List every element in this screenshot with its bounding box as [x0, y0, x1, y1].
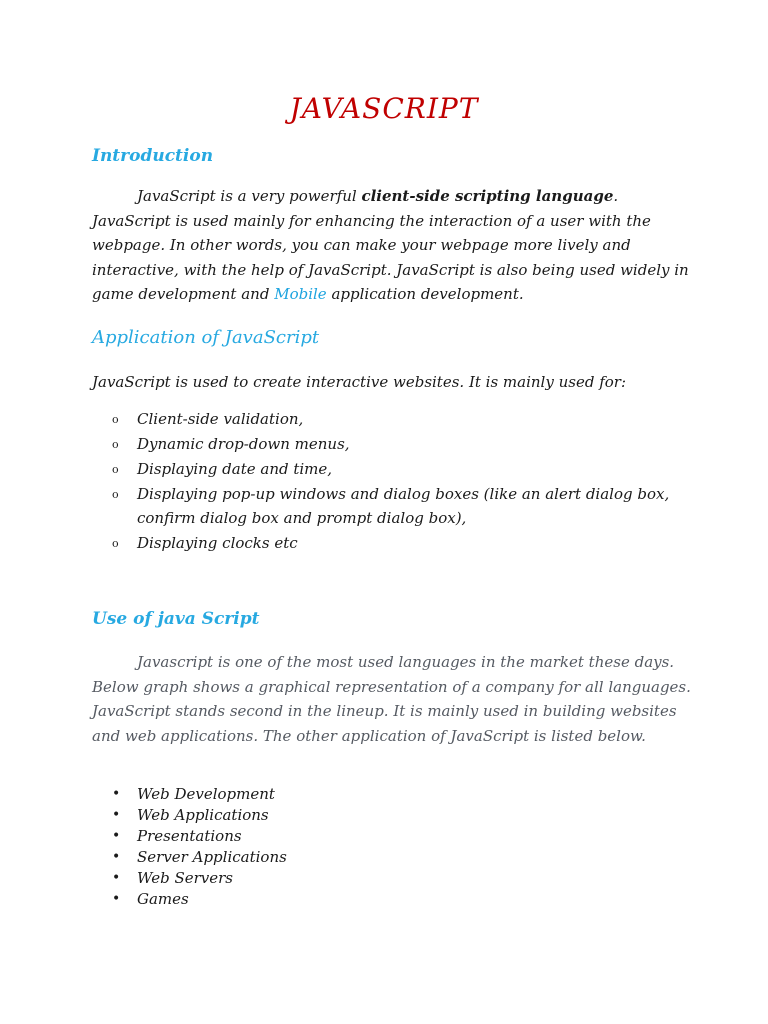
list-item-text: Presentations: [137, 827, 242, 845]
disc-bullet-icon: •: [112, 807, 121, 823]
list-item-text: Server Applications: [137, 848, 287, 866]
application-heading: Application of JavaScript: [92, 327, 320, 348]
list-item-text: Displaying pop-up windows and dialog boxes (like an alert dialog box, confirm dialog box and prompt dialog box),: [137, 485, 670, 527]
disc-bullet-icon: •: [112, 870, 121, 886]
introduction-paragraph: [92, 184, 692, 307]
introduction-heading: Introduction: [92, 146, 214, 166]
intro-text-before: JavaScript is a very powerful: [137, 187, 362, 205]
disc-bullet-icon: •: [112, 891, 121, 907]
circle-bullet-icon: o: [112, 488, 119, 501]
circle-bullet-icon: o: [112, 536, 119, 550]
intro-text-mid: . JavaScript is used mainly for enhancing the interaction of a user with the webpage. In other words, you can make your webpage more lively and interactive, with the help of JavaScript. JavaScript is also being used widely in game development and: [92, 187, 689, 303]
list-item-text: Web Servers: [137, 869, 233, 887]
list-item-text: Web Development: [137, 785, 275, 803]
application-list: [92, 408, 672, 557]
use-heading: Use of java Script: [92, 609, 260, 629]
list-item-text: Dynamic drop-down menus,: [137, 435, 350, 453]
list-item: [92, 483, 672, 530]
list-item: [92, 408, 672, 432]
list-item: [92, 847, 672, 868]
disc-bullet-icon: •: [112, 849, 121, 865]
circle-bullet-icon: o: [112, 463, 119, 476]
list-item-text: Games: [137, 890, 189, 908]
mobile-link[interactable]: Mobile: [274, 285, 327, 303]
list-item-text: Web Applications: [137, 806, 269, 824]
list-item-text: Client-side validation,: [137, 410, 304, 428]
list-item: [92, 889, 672, 910]
list-item: [92, 868, 672, 889]
list-item: [92, 826, 672, 847]
use-list: [92, 784, 672, 910]
list-item: [92, 458, 672, 482]
list-item: [92, 433, 672, 457]
use-text: Javascript is one of the most used languages in the market these days. Below graph shows a graphical representation of a company for all languages. JavaScript stands second in the lineup. It is mainly used in building websites and web applications. The other application of JavaScript is listed below.: [92, 653, 691, 745]
disc-bullet-icon: •: [112, 828, 121, 844]
circle-bullet-icon: o: [112, 413, 119, 426]
intro-bold-text: client-side scripting language: [361, 187, 614, 205]
intro-text-after: application development.: [326, 285, 524, 303]
list-item-text: Displaying clocks etc: [137, 533, 298, 552]
list-item: [92, 805, 672, 826]
list-item: [92, 532, 672, 556]
circle-bullet-icon: o: [112, 438, 119, 451]
disc-bullet-icon: •: [112, 786, 121, 802]
use-paragraph: [92, 650, 692, 748]
application-lead: JavaScript is used to create interactive websites. It is mainly used for:: [92, 373, 627, 391]
list-item-text: Displaying date and time,: [137, 460, 333, 478]
list-item: [92, 784, 672, 805]
page-title: JAVASCRIPT: [289, 92, 479, 125]
